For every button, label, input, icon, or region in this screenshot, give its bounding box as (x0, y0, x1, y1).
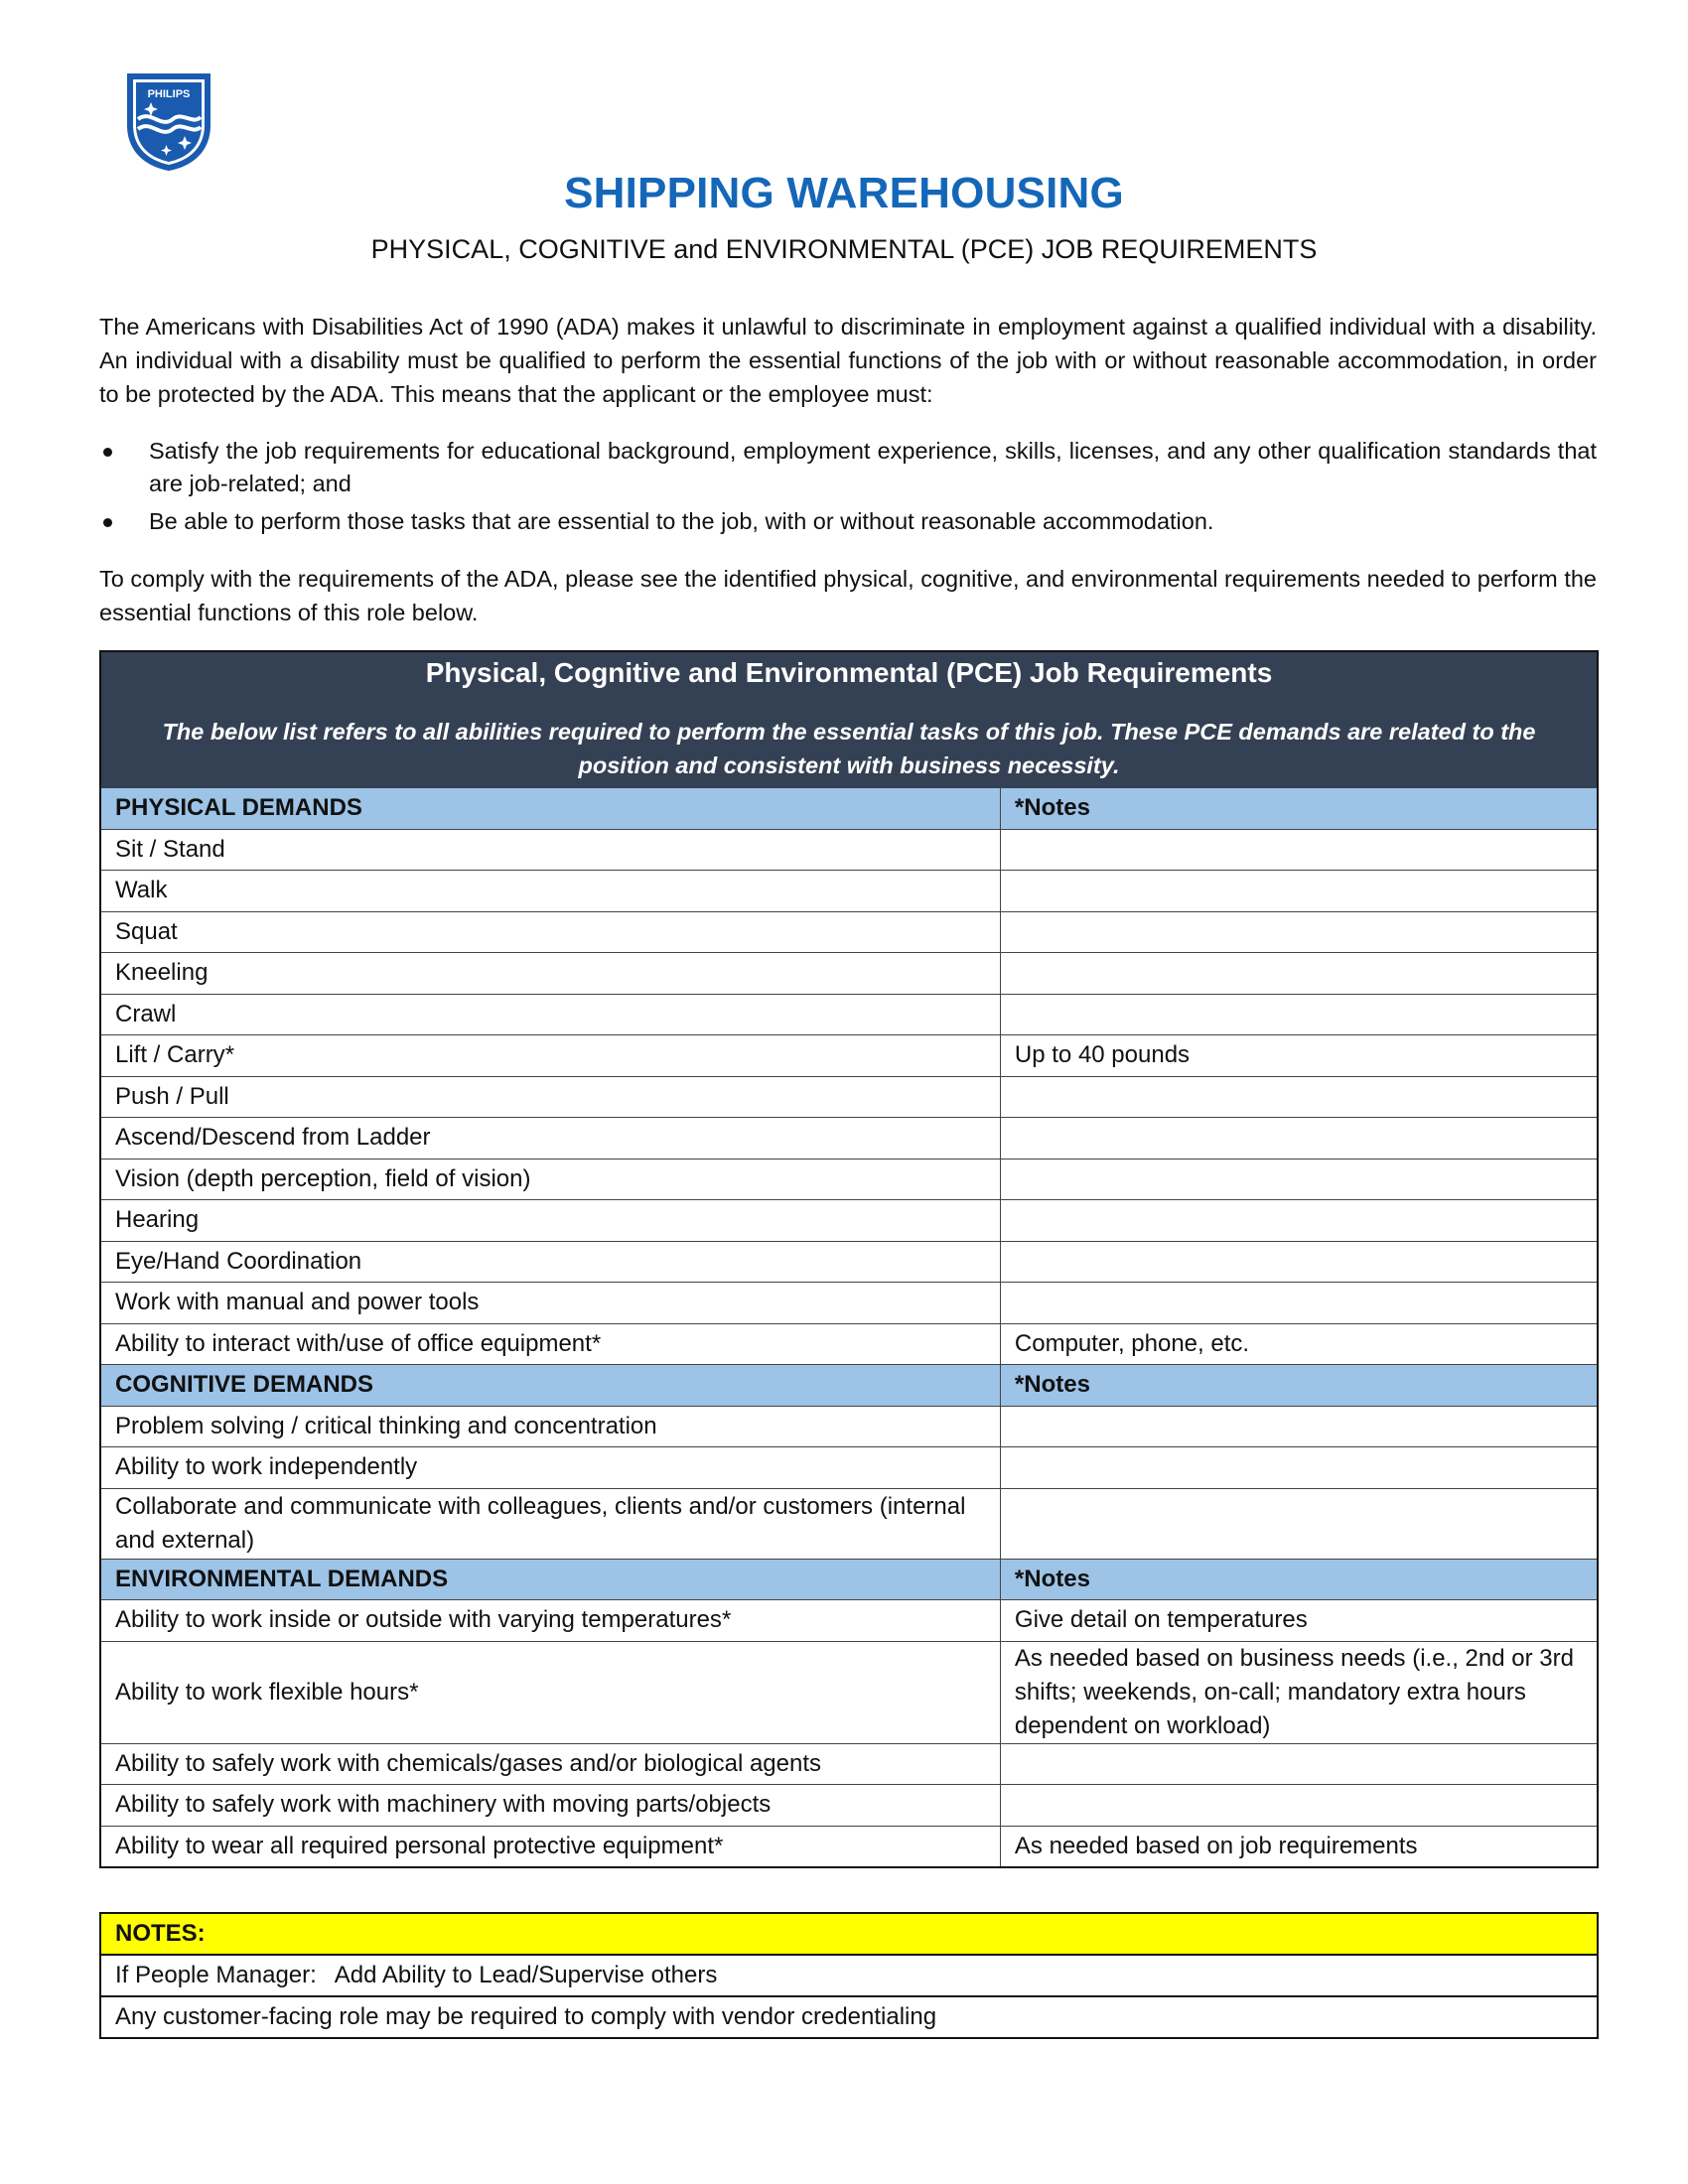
table-row: Collaborate and communicate with colleagues, clients and/or customers (internal and external) (100, 1488, 1598, 1559)
table-description: The below list refers to all abilities required to perform the essential tasks of this job. These PCE demands are related to the position and consistent with business necessity. (162, 719, 1536, 778)
table-row: Ability to interact with/use of office equipment* Computer, phone, etc. (100, 1323, 1598, 1365)
table-row: Ability to work inside or outside with varying temperatures* Give detail on temperatures (100, 1600, 1598, 1642)
table-row: Walk (100, 871, 1598, 912)
table-row: Work with manual and power tools (100, 1283, 1598, 1324)
bullet-icon (103, 518, 112, 527)
table-row: Lift / Carry* Up to 40 pounds (100, 1035, 1598, 1077)
intro-paragraph: The Americans with Disabilities Act of 1990 (ADA) makes it unlawful to discriminate in employment against a qualified individual with a disability. An individual with a disability must be qualified to perform the essential functions of the job with or without reasonable accommodation, in order to be protected by the ADA. This means that the applicant or the employee must: (99, 314, 1597, 407)
pce-requirements-table (99, 650, 1599, 1868)
list-item: Be able to perform those tasks that are essential to the job, with or without reasonable accommodation. (99, 505, 1597, 538)
table-row: Ascend/Descend from Ladder (100, 1118, 1598, 1160)
svg-text:PHILIPS: PHILIPS (147, 88, 191, 100)
philips-shield-logo (121, 68, 216, 175)
section-header-physical: PHYSICAL DEMANDS *Notes (100, 788, 1598, 830)
notes-line: If People Manager: Add Ability to Lead/Supervise others (100, 1955, 1598, 1996)
section-header-environmental: ENVIRONMENTAL DEMANDS *Notes (100, 1559, 1598, 1600)
table-row: Ability to work independently (100, 1447, 1598, 1489)
page-subtitle: PHYSICAL, COGNITIVE and ENVIRONMENTAL (PCE) JOB REQUIREMENTS (370, 234, 1318, 264)
compliance-paragraph: To comply with the requirements of the ADA, please see the identified physical, cognitive, and environmental requirements needed to perform the essential functions of this role below. (99, 566, 1597, 625)
requirements-list (99, 435, 1597, 543)
section-header-cognitive: COGNITIVE DEMANDS *Notes (100, 1365, 1598, 1407)
list-item: Satisfy the job requirements for educational background, employment experience, skills, licenses, and any other qualification standards that are job-related; and (99, 435, 1597, 500)
notes-line: Any customer-facing role may be required to comply with vendor credentialing (100, 1996, 1598, 2038)
table-row: Vision (depth perception, field of vision) (100, 1159, 1598, 1200)
table-row: Problem solving / critical thinking and concentration (100, 1406, 1598, 1447)
table-row: Crawl (100, 994, 1598, 1035)
bullet-icon (103, 448, 112, 457)
table-row: Ability to safely work with chemicals/gases and/or biological agents (100, 1743, 1598, 1785)
table-row: Eye/Hand Coordination (100, 1241, 1598, 1283)
page-title: SHIPPING WAREHOUSING (564, 169, 1124, 217)
table-header (100, 651, 1598, 788)
table-row: Kneeling (100, 953, 1598, 995)
table-row: Squat (100, 911, 1598, 953)
table-row: Ability to safely work with machinery with moving parts/objects (100, 1785, 1598, 1827)
table-title: Physical, Cognitive and Environmental (PCE) Job Requirements (425, 657, 1273, 688)
table-row: Sit / Stand (100, 829, 1598, 871)
notes-header: NOTES: (100, 1913, 1598, 1955)
notes-table (99, 1912, 1599, 2039)
table-row: Push / Pull (100, 1076, 1598, 1118)
table-row: Ability to work flexible hours* As needed based on business needs (i.e., 2nd or 3rd shifts; weekends, on-call; mandatory extra hours dependent on workload) (100, 1641, 1598, 1743)
table-row: Ability to wear all required personal protective equipment* As needed based on job requirements (100, 1826, 1598, 1867)
table-row: Hearing (100, 1200, 1598, 1242)
